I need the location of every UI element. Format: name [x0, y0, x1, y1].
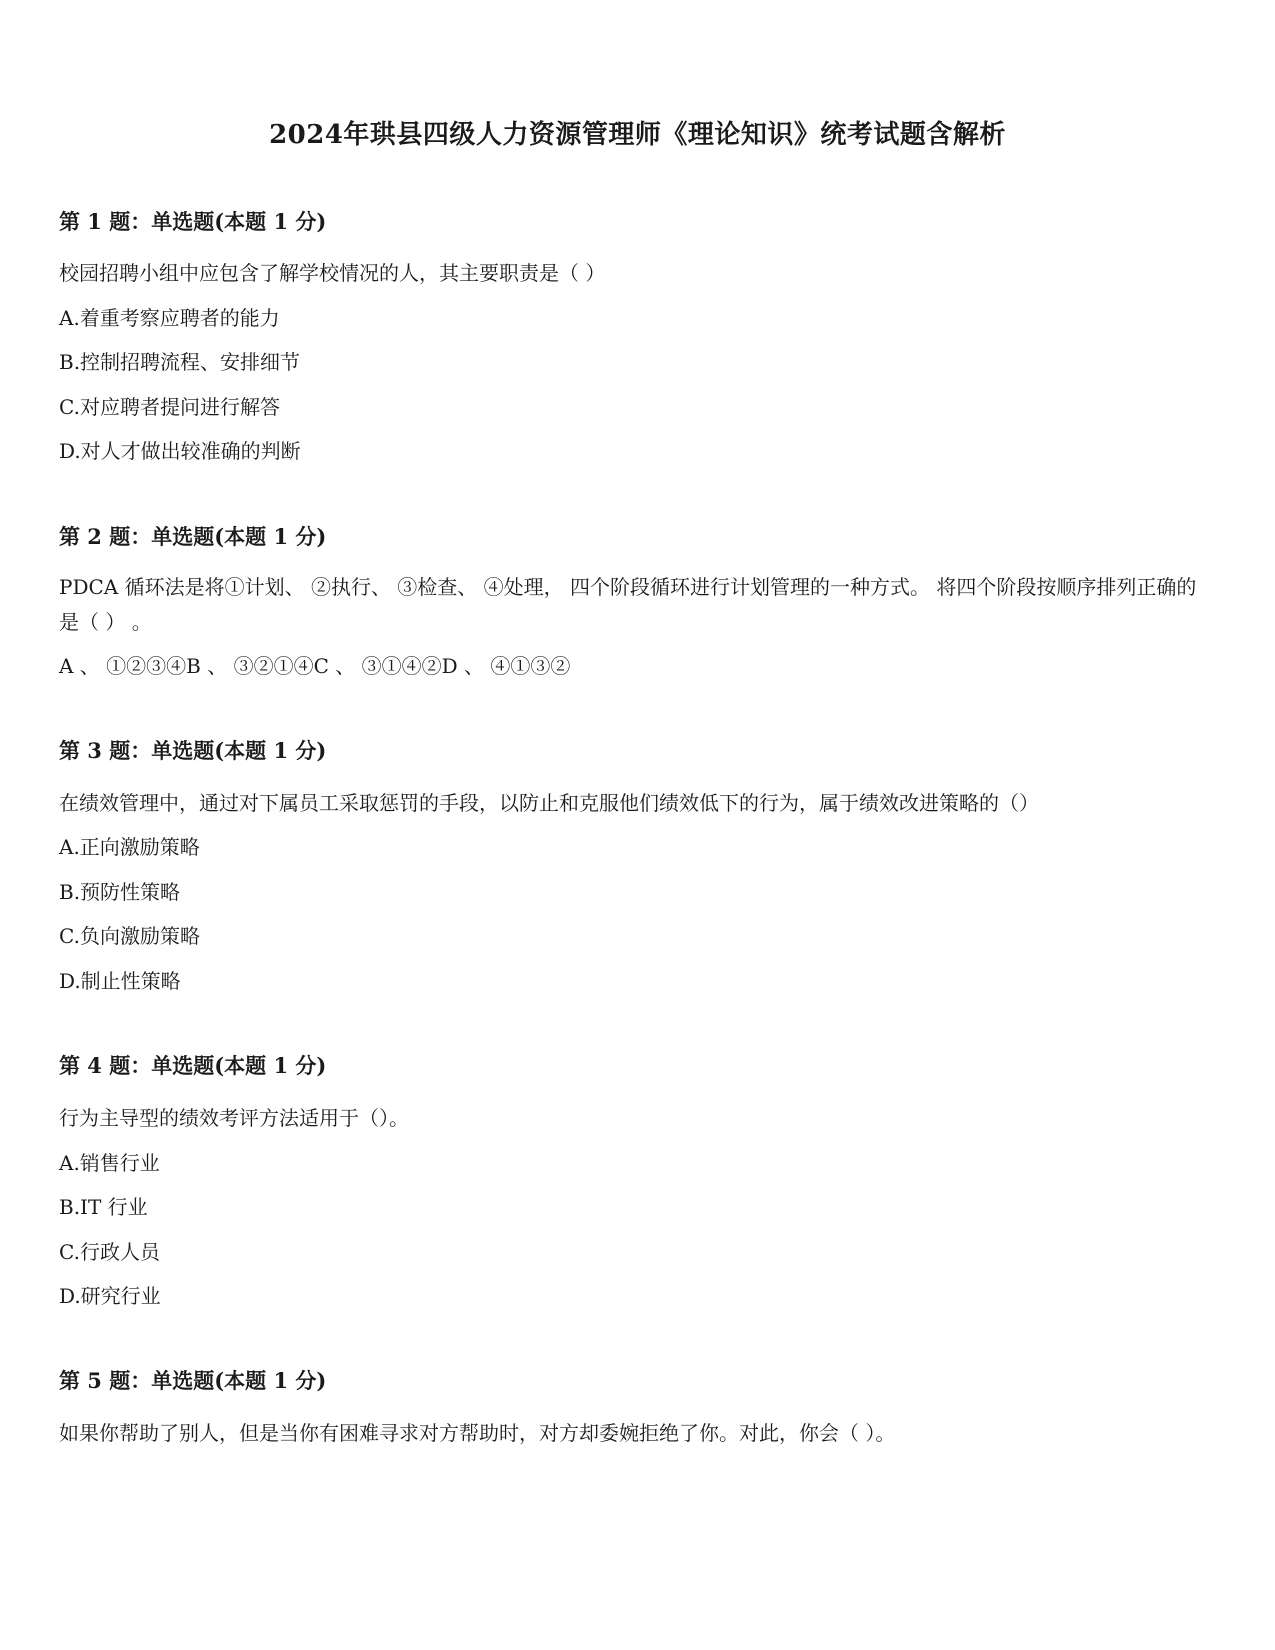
- question-stem: 在绩效管理中，通过对下属员工采取惩罚的手段，以防止和克服他们绩效低下的行为，属于绩效改进策略的（）: [59, 791, 1039, 815]
- option-d: D.对人才做出较准确的判断: [59, 439, 301, 463]
- question-stem: 如果你帮助了别人，但是当你有困难寻求对方帮助时，对方却委婉拒绝了你。对此，你会（ ）。: [59, 1421, 896, 1445]
- question-header: 第 4 题：单选题(本题 1 分): [59, 1053, 327, 1078]
- question-stem: 校园招聘小组中应包含了解学校情况的人，其主要职责是（ ）: [59, 261, 606, 285]
- option-a: A.着重考察应聘者的能力: [59, 306, 280, 330]
- option-c: C.负向激励策略: [59, 924, 200, 948]
- question-header: 第 2 题：单选题(本题 1 分): [59, 524, 327, 549]
- option-c: C.对应聘者提问进行解答: [59, 395, 280, 419]
- options-line: A 、 ①②③④B 、 ③②①④C 、 ③①④②D 、 ④①③②: [59, 654, 571, 678]
- option-a: A.销售行业: [59, 1151, 160, 1175]
- option-b: B.IT 行业: [59, 1195, 148, 1219]
- option-a: A.正向激励策略: [59, 835, 200, 859]
- option-b: B.控制招聘流程、安排细节: [59, 350, 301, 374]
- option-b: B.预防性策略: [59, 880, 181, 904]
- question-header: 第 1 题：单选题(本题 1 分): [59, 209, 327, 234]
- document-title: 2024年珙县四级人力资源管理师《理论知识》统考试题含解析: [269, 120, 1006, 150]
- question-header: 第 5 题：单选题(本题 1 分): [59, 1368, 327, 1393]
- option-c: C.行政人员: [59, 1240, 160, 1264]
- question-header: 第 3 题：单选题(本题 1 分): [59, 738, 327, 763]
- question-stem: 行为主导型的绩效考评方法适用于（）。: [59, 1106, 409, 1130]
- question-stem: PDCA 循环法是将①计划、 ②执行、 ③检查、 ④处理， 四个阶段循环进行计划管理的一种方式。 将四个阶段按顺序排列正确的是（ ） 。: [59, 575, 1197, 634]
- option-d: D.制止性策略: [59, 969, 181, 993]
- option-d: D.研究行业: [59, 1284, 161, 1308]
